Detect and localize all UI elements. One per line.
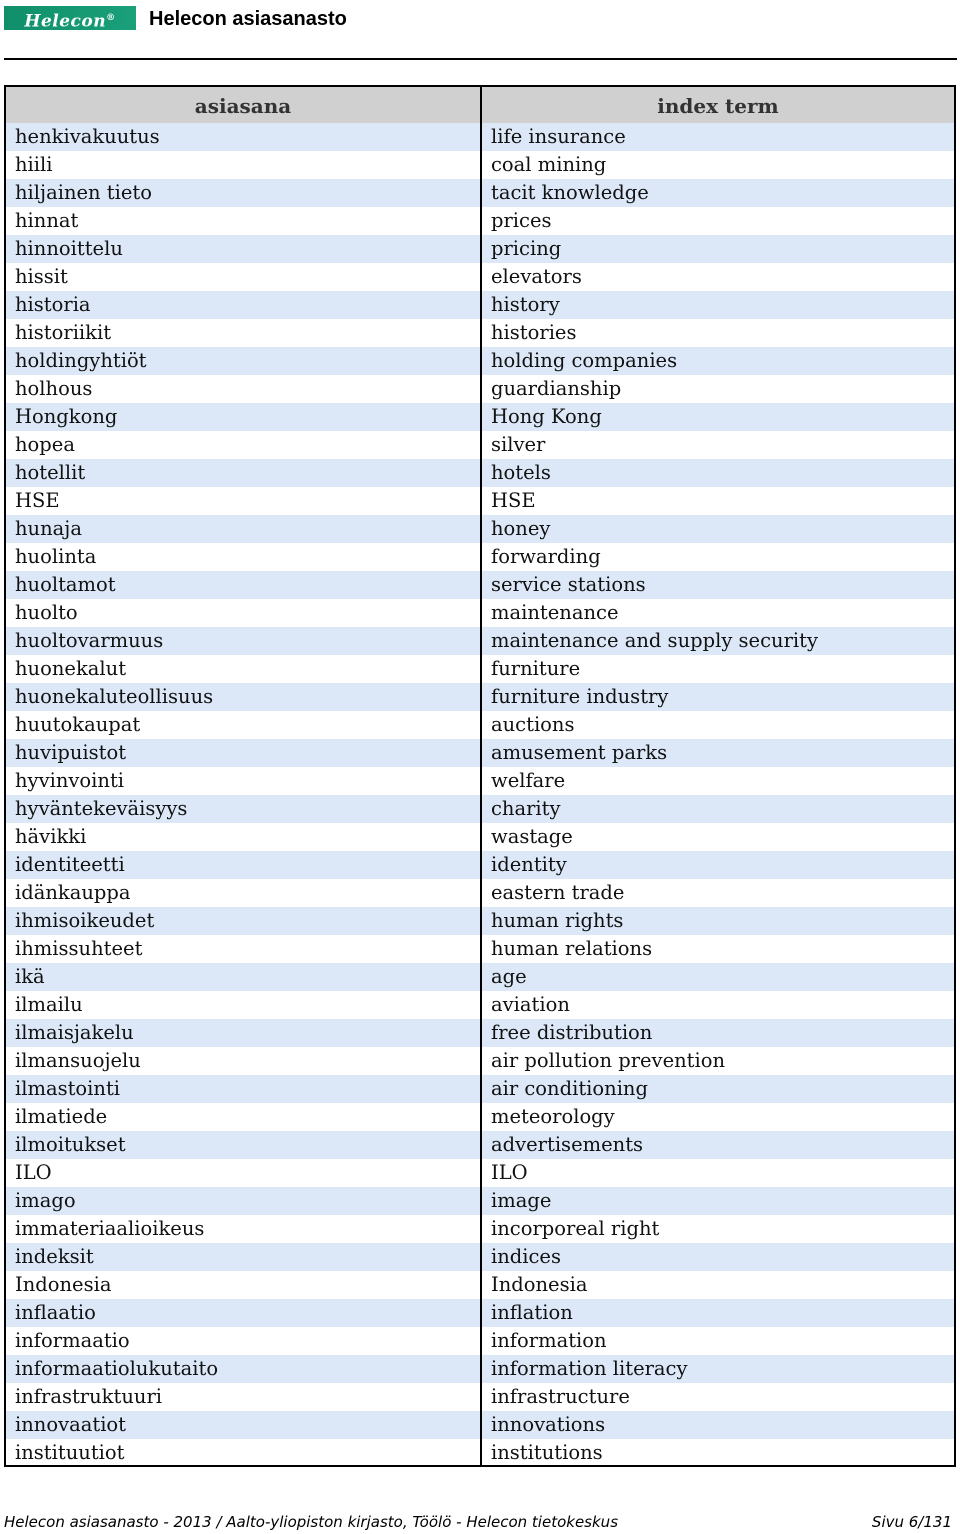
term-en: tacit knowledge: [491, 181, 649, 204]
term-fi: ilmatiede: [15, 1105, 108, 1128]
term-fi: ilmaisjakelu: [15, 1021, 134, 1044]
term-fi: hävikki: [15, 825, 87, 848]
term-fi: ilmoitukset: [15, 1133, 126, 1156]
term-fi: ihmisoikeudet: [15, 909, 155, 932]
term-fi: Indonesia: [15, 1273, 112, 1296]
term-en: forwarding: [491, 545, 601, 568]
term-fi: huonekaluteollisuus: [15, 685, 214, 708]
term-fi: hiili: [15, 153, 53, 176]
term-fi: innovaatiot: [15, 1413, 127, 1436]
term-en: maintenance and supply security: [491, 629, 818, 652]
term-en: service stations: [491, 573, 646, 596]
term-fi: instituutiot: [15, 1441, 125, 1464]
term-en: institutions: [491, 1441, 603, 1464]
helecon-logo: [4, 6, 136, 30]
term-en: eastern trade: [491, 881, 625, 904]
term-en: maintenance: [491, 601, 619, 624]
term-fi: historia: [15, 293, 91, 316]
term-fi: ilmansuojelu: [15, 1049, 141, 1072]
term-fi: huoltamot: [15, 573, 116, 596]
term-fi: hissit: [15, 265, 68, 288]
term-fi: ilmailu: [15, 993, 83, 1016]
term-en: advertisements: [491, 1133, 644, 1156]
term-fi: huolto: [15, 601, 78, 624]
term-fi: huonekalut: [15, 657, 127, 680]
term-en: Indonesia: [491, 1273, 588, 1296]
footer-source: Helecon asiasanasto - 2013 / Aalto-yliopiston kirjasto, Töölö - Helecon tietokeskus: [4, 1513, 619, 1531]
term-en: holding companies: [491, 349, 678, 372]
term-en: coal mining: [491, 153, 607, 176]
page-number: Sivu 6/131: [871, 1513, 952, 1531]
term-en: auctions: [491, 713, 575, 736]
term-en: human rights: [491, 909, 624, 932]
term-fi: immateriaalioikeus: [15, 1217, 205, 1240]
term-en: amusement parks: [491, 741, 668, 764]
term-fi: informaatio: [15, 1329, 130, 1352]
term-fi: huoltovarmuus: [15, 629, 164, 652]
term-fi: huutokaupat: [15, 713, 141, 736]
term-en: furniture: [491, 657, 581, 680]
term-fi: huvipuistot: [15, 741, 127, 764]
term-fi: holhous: [15, 377, 93, 400]
term-fi: identiteetti: [15, 853, 125, 876]
term-table: [4, 85, 956, 1467]
term-en: information: [491, 1329, 607, 1352]
term-en: incorporeal right: [491, 1217, 660, 1240]
column-header-asiasana: asiasana: [194, 94, 292, 118]
term-fi: HSE: [15, 489, 60, 512]
logo-registered-mark: ®: [106, 13, 116, 23]
term-en: ILO: [491, 1161, 528, 1184]
term-en: infrastructure: [491, 1385, 630, 1408]
term-fi: informaatiolukutaito: [15, 1357, 219, 1380]
term-en: pricing: [491, 237, 562, 260]
column-header-index-term: index term: [657, 94, 779, 118]
term-fi: infrastruktuuri: [15, 1385, 163, 1408]
term-en: guardianship: [491, 377, 622, 400]
term-en: human relations: [491, 937, 653, 960]
term-fi: holdingyhtiöt: [15, 349, 147, 372]
term-en: air conditioning: [491, 1077, 648, 1100]
term-en: inflation: [491, 1301, 573, 1324]
term-fi: hinnoittelu: [15, 237, 123, 260]
term-en: hotels: [491, 461, 551, 484]
page-title: Helecon asiasanasto: [149, 8, 347, 30]
term-fi: ilmastointi: [15, 1077, 121, 1100]
term-en: image: [491, 1189, 552, 1212]
term-en: identity: [491, 853, 567, 876]
term-en: furniture industry: [491, 685, 669, 708]
term-fi: ihmissuhteet: [15, 937, 143, 960]
term-en: life insurance: [491, 125, 626, 148]
term-fi: huolinta: [15, 545, 97, 568]
term-en: free distribution: [491, 1021, 653, 1044]
term-en: prices: [491, 209, 552, 232]
term-en: silver: [491, 433, 546, 456]
term-fi: Hongkong: [15, 405, 118, 428]
term-en: charity: [491, 797, 561, 820]
page-header: [4, 4, 957, 60]
term-fi: hopea: [15, 433, 75, 456]
term-en: HSE: [491, 489, 536, 512]
term-fi: imago: [15, 1189, 76, 1212]
term-fi: hunaja: [15, 517, 82, 540]
term-en: elevators: [491, 265, 582, 288]
term-en: wastage: [491, 825, 573, 848]
logo-text: Helecon: [24, 11, 107, 32]
term-en: histories: [491, 321, 577, 344]
term-fi: ikä: [15, 965, 45, 988]
term-fi: hyvinvointi: [15, 769, 125, 792]
column-divider: [480, 87, 482, 1465]
term-en: indices: [491, 1245, 561, 1268]
term-en: innovations: [491, 1413, 606, 1436]
term-fi: hiljainen tieto: [15, 181, 152, 204]
term-en: Hong Kong: [491, 405, 602, 428]
term-fi: hotellit: [15, 461, 86, 484]
term-fi: indeksit: [15, 1245, 94, 1268]
term-en: aviation: [491, 993, 570, 1016]
term-en: meteorology: [491, 1105, 615, 1128]
term-fi: historiikit: [15, 321, 112, 344]
term-en: honey: [491, 517, 551, 540]
header-rule: [4, 58, 957, 60]
term-en: age: [491, 965, 527, 988]
term-en: welfare: [491, 769, 566, 792]
term-fi: henkivakuutus: [15, 125, 160, 148]
term-en: air pollution prevention: [491, 1049, 726, 1072]
term-fi: hinnat: [15, 209, 79, 232]
term-en: history: [491, 293, 560, 316]
page-footer: [4, 1511, 952, 1533]
term-fi: idänkauppa: [15, 881, 131, 904]
term-fi: inflaatio: [15, 1301, 96, 1324]
term-en: information literacy: [491, 1357, 688, 1380]
term-fi: ILO: [15, 1161, 52, 1184]
term-fi: hyväntekeväisyys: [15, 797, 188, 820]
